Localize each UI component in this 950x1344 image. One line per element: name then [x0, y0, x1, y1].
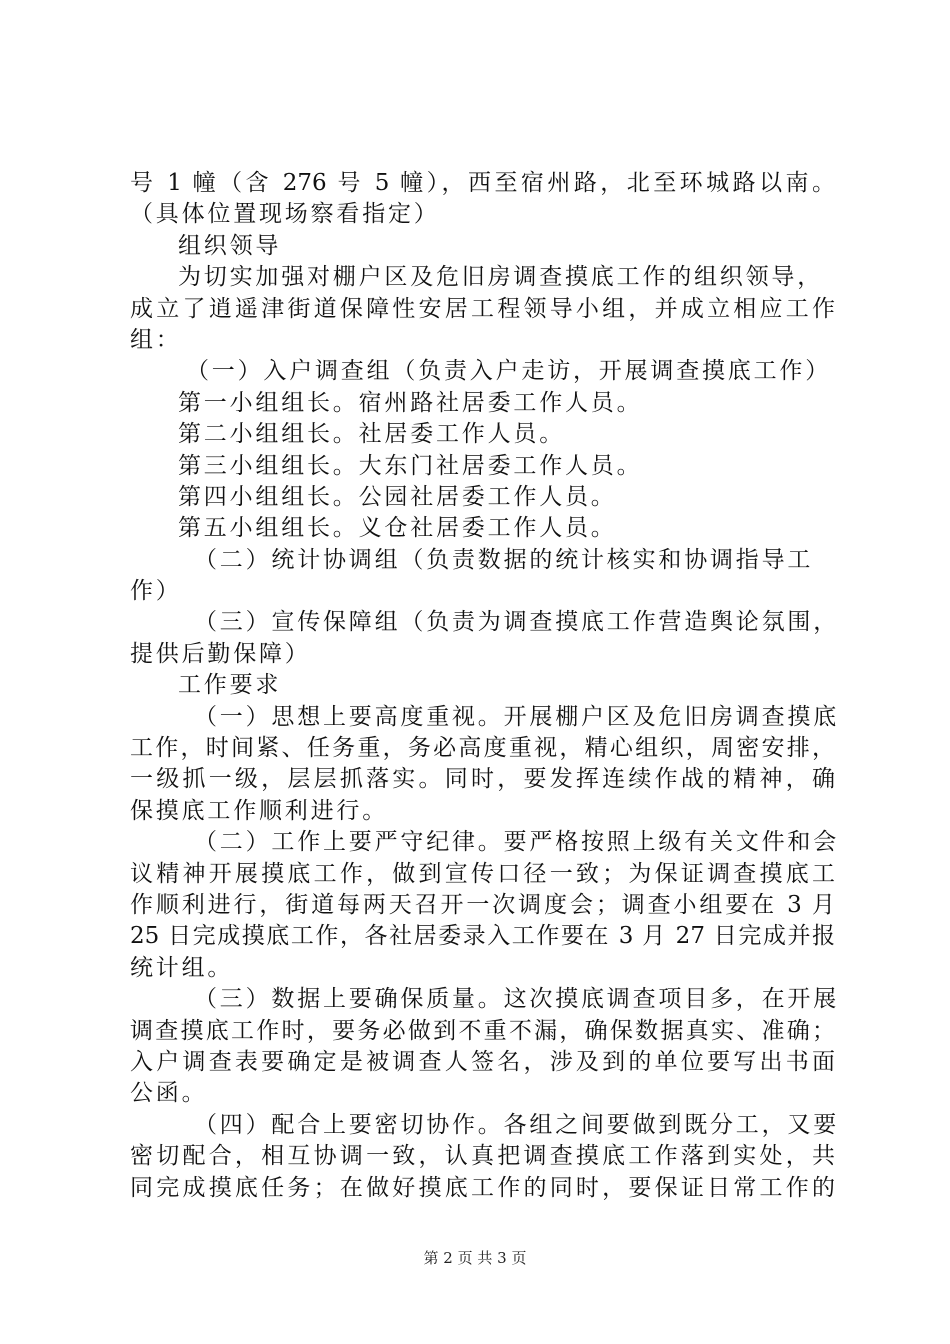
text-line: （具体位置现场察看指定） [130, 201, 440, 228]
text-line: 提供后勤保障） [130, 640, 311, 667]
text-line: 组： [130, 326, 182, 353]
text-line: 入户调查表要确定是被调查人签名，涉及到的单位要写出书面 [130, 1048, 835, 1075]
text-line: 同完成摸底任务；在做好摸底工作的同时，要保证日常工作的 [130, 1174, 835, 1201]
text-line: （三）宣传保障组（负责为调查摸底工作营造舆论氛围， [194, 609, 839, 636]
text-line: 保摸底工作顺利进行。 [130, 797, 388, 824]
text-line: 一级抓一级，层层抓落实。同时，要发挥连续作战的精神，确 [130, 766, 835, 793]
section-heading: 工作要求 [178, 672, 282, 699]
text-line: 议精神开展摸底工作，做到宣传口径一致；为保证调查摸底工 [130, 860, 835, 887]
text-line: （三）数据上要确保质量。这次摸底调查项目多，在开展 [194, 986, 839, 1013]
text-line: （二）统计协调组（负责数据的统计核实和协调指导工 [194, 546, 814, 573]
text-line: 成立了逍遥津街道保障性安居工程领导小组，并成立相应工作 [130, 295, 835, 322]
text-line: （一）入户调查组（负责入户走访，开展调查摸底工作） [186, 358, 831, 385]
text-line: 25 日完成摸底工作，各社居委录入工作要在 3 月 27 日完成并报 [130, 923, 835, 950]
text-line: 第五小组组长。义仓社居委工作人员。 [178, 515, 617, 542]
document-body [130, 168, 839, 1204]
text-line: 作顺利进行，街道每两天召开一次调度会；调查小组要在 3 月 [130, 891, 835, 918]
text-line: 号 1 幢（含 276 号 5 幢），西至宿州路，北至环城路以南。 [130, 170, 835, 196]
section-heading: 组织领导 [178, 232, 282, 259]
text-line: 调查摸底工作时，要务必做到不重不漏，确保数据真实、准确； [130, 1017, 835, 1044]
page-footer [0, 1247, 950, 1268]
text-line: （一）思想上要高度重视。开展棚户区及危旧房调查摸底 [194, 703, 839, 730]
text-line: 统计组。 [130, 954, 234, 981]
text-line: 第三小组组长。大东门社居委工作人员。 [178, 452, 643, 479]
text-line: 工作，时间紧、任务重，务必高度重视，精心组织，周密安排， [130, 735, 835, 762]
text-line: 第二小组组长。社居委工作人员。 [178, 421, 565, 448]
text-line: （四）配合上要密切协作。各组之间要做到既分工，又要 [194, 1111, 839, 1138]
text-line: 第四小组组长。公园社居委工作人员。 [178, 483, 617, 510]
text-line: （二）工作上要严守纪律。要严格按照上级有关文件和会 [194, 829, 839, 856]
text-line: 密切配合，相互协调一致，认真把调查摸底工作落到实处，共 [130, 1143, 835, 1170]
text-line: 作） [130, 578, 182, 605]
text-line: 第一小组组长。宿州路社居委工作人员。 [178, 389, 643, 416]
text-line: 为切实加强对棚户区及危旧房调查摸底工作的组织领导， [178, 264, 823, 291]
page-number: 第 2 页 共 3 页 [423, 1249, 527, 1267]
text-line: 公函。 [130, 1080, 208, 1107]
